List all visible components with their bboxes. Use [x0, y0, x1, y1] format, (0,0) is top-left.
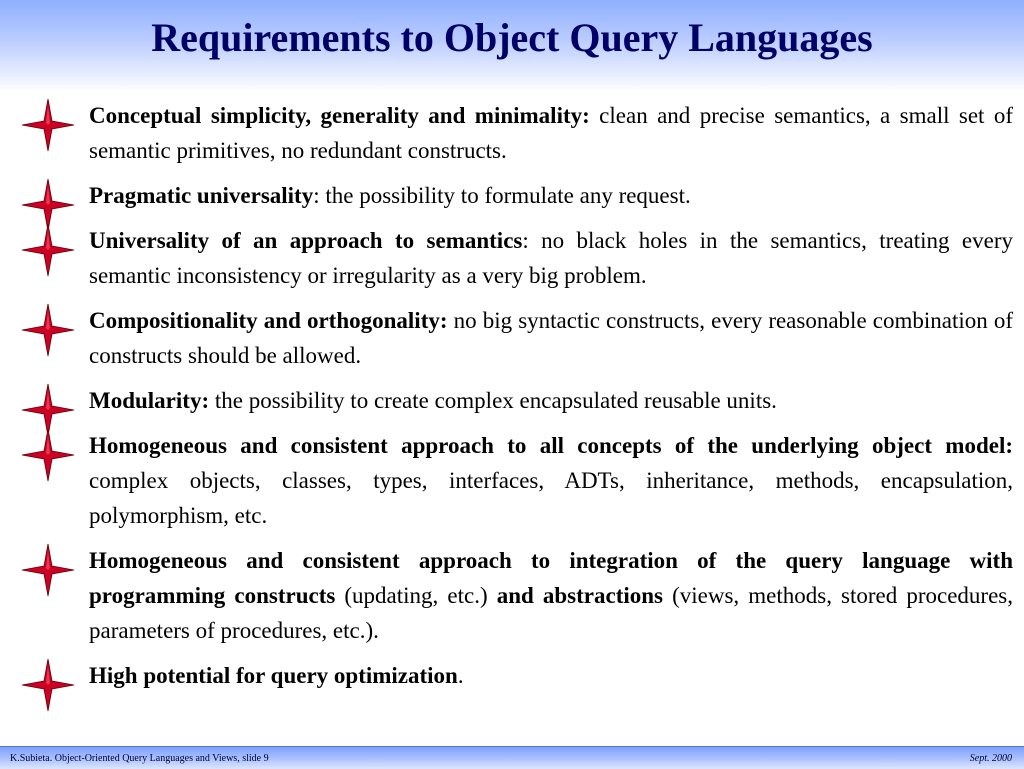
bullet-text: no big syntactic constructs, every reasonable combination of constructs should be allowed.	[89, 308, 1013, 368]
four-point-star-icon	[21, 428, 75, 482]
bullet-text: : no black holes in the semantics, treating every semantic inconsistency or irregularity as a very big problem.	[89, 228, 1013, 288]
bullet-text: : the possibility to formulate any request.	[313, 183, 691, 208]
bullet-item	[0, 223, 1024, 293]
four-point-star-icon	[21, 543, 75, 597]
slide-header	[0, 0, 1024, 92]
bullet-bold-text: Universality of an approach to semantics	[89, 228, 523, 253]
bullet-text: the possibility to create complex encapsulated reusable units.	[209, 388, 777, 413]
bullet-bold-text: and abstractions	[496, 583, 663, 608]
four-point-star-icon	[21, 658, 75, 712]
four-point-star-icon	[21, 303, 75, 357]
bullet-item	[0, 543, 1024, 648]
bullet-item	[0, 178, 1024, 213]
footer-author-slide-info: K.Subieta. Object-Oriented Query Languages and Views, slide 9	[10, 753, 269, 764]
bullet-bold-text: Compositionality and orthogonality:	[89, 308, 448, 333]
bullet-bold-text: Homogeneous and consistent approach to all concepts of the underlying object model:	[89, 433, 1013, 458]
bullet-bold-text: Modularity:	[89, 388, 210, 413]
bullet-item	[0, 658, 1024, 693]
bullet-item	[0, 428, 1024, 533]
bullet-item	[0, 383, 1024, 418]
four-point-star-icon	[21, 98, 75, 152]
bullet-text: (updating, etc.)	[335, 583, 497, 608]
slide-footer	[0, 746, 1024, 769]
bullet-item	[0, 98, 1024, 168]
bullet-list	[0, 98, 1024, 703]
four-point-star-icon	[21, 223, 75, 277]
bullet-text: (views, methods, stored procedures, parameters of procedures, etc.).	[89, 583, 1013, 643]
bullet-bold-text: Conceptual simplicity, generality and minimality:	[89, 103, 590, 128]
bullet-bold-text: Pragmatic universality	[89, 183, 314, 208]
bullet-bold-text: High potential for query optimization	[89, 663, 458, 688]
footer-date: Sept. 2000	[969, 753, 1012, 764]
bullet-bold-text: Homogeneous and consistent approach to integration of the query language with programming constructs	[89, 548, 1013, 608]
bullet-text: .	[457, 663, 464, 688]
bullet-text: clean and precise semantics, a small set of semantic primitives, no redundant constructs.	[89, 103, 1013, 163]
bullet-text: complex objects, classes, types, interfaces, ADTs, inheritance, methods, encapsulation, polymorphism, etc.	[89, 468, 1013, 528]
bullet-item	[0, 303, 1024, 373]
slide-title: Requirements to Object Query Languages	[151, 15, 873, 60]
